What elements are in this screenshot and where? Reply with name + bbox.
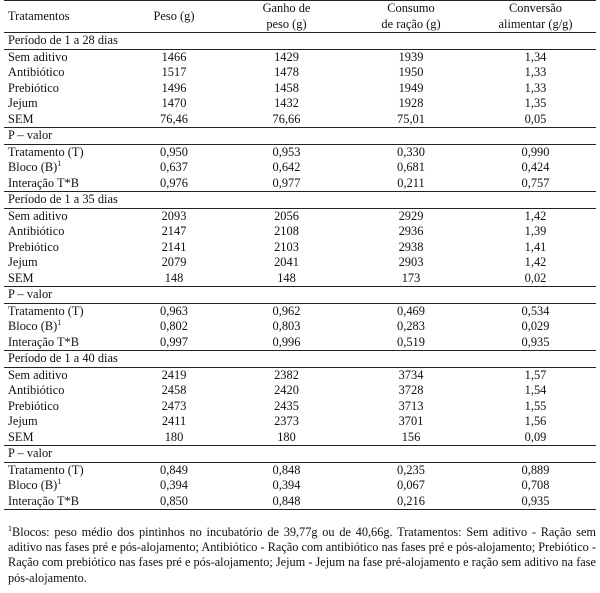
- feed-intake-p-value: 0,519: [397, 334, 425, 349]
- table-row: [4, 414, 596, 430]
- feed-intake-p-value: 0,211: [397, 175, 425, 190]
- period-title: Período de 1 a 35 dias: [4, 192, 596, 209]
- p-value-header-row: [4, 128, 596, 145]
- feed-intake-value: 1949: [398, 80, 424, 95]
- footnote-ref: 1: [57, 159, 62, 168]
- table-row: [4, 96, 596, 112]
- treatment-label: Sem aditivo: [4, 208, 122, 224]
- table-row: [4, 399, 596, 415]
- header-feed-conversion-line1: Conversão: [509, 1, 562, 15]
- weight-p-value: 0,950: [122, 144, 222, 160]
- weight-value: 2458: [161, 383, 187, 397]
- weight-value: 2419: [122, 367, 222, 383]
- treatment-label: Jejum: [8, 96, 38, 110]
- results-table: [4, 0, 596, 510]
- effect-label-cell: [4, 462, 122, 478]
- header-feed-conversion: [471, 1, 596, 33]
- weight-value: 1470: [161, 96, 187, 110]
- header-treatments: Tratamentos: [8, 8, 70, 23]
- effect-label-cell: [4, 160, 122, 176]
- p-value-header-row: [4, 446, 596, 463]
- feed-intake-value: 3713: [398, 398, 424, 413]
- weight-value: 2093: [122, 208, 222, 224]
- weight-p-value: 0,997: [160, 334, 188, 349]
- weight-p-value: 0,850: [122, 494, 222, 510]
- weight-gain-value: 180: [277, 429, 296, 444]
- table-row: [4, 383, 596, 399]
- weight-gain-value: 1429: [222, 49, 347, 65]
- p-value-row: [4, 335, 596, 351]
- weight-gain-p-value: 0,977: [272, 175, 301, 190]
- feed-conversion-value: 1,57: [471, 367, 596, 383]
- treatment-label: SEM: [8, 111, 34, 126]
- feed-intake-value: 3701: [398, 414, 424, 428]
- feed-intake-value: 1939: [347, 49, 471, 65]
- treatment-label: Antibiótico: [8, 65, 65, 79]
- weight-p-value: 0,394: [160, 478, 188, 492]
- p-value-header-row: [4, 287, 596, 304]
- weight-value: 180: [164, 429, 184, 444]
- effect-label: Tratamento (T): [8, 144, 84, 159]
- weight-gain-value: 1458: [274, 80, 299, 95]
- weight-p-value: 0,802: [160, 319, 188, 333]
- treatment-label: SEM: [8, 270, 34, 285]
- weight-gain-value: 76,66: [272, 111, 301, 126]
- effect-label: Tratamento (T): [8, 462, 84, 477]
- feed-conversion-value: 1,39: [524, 224, 547, 238]
- footnote-ref: 1: [57, 477, 62, 486]
- footnote-text: Blocos: peso médio dos pintinhos no incubatório de 39,77g ou de 40,66g. Tratamentos: Sem aditivo - Ração sem aditivo nas fases pré e pós-alojamento; Antibiótico - Ração com antibiótico nas fases pré e pós-alojamento; Prebiótico - Ração com prebiótico nas fases pré e pós-alojamento; Jejum - Jejum na fase pré-alojamento e ração sem aditivo na fase pós-alojamento.: [8, 525, 596, 585]
- table-row: [4, 271, 596, 287]
- table-row: [4, 255, 596, 271]
- header-weight: Peso (g): [153, 8, 195, 23]
- table-row: [4, 49, 596, 65]
- feed-conversion-p-value: 0,029: [521, 319, 550, 333]
- treatment-label: Sem aditivo: [4, 367, 122, 383]
- table-header: [4, 1, 596, 33]
- weight-gain-value: 2382: [222, 367, 347, 383]
- weight-value: 2141: [161, 239, 187, 254]
- weight-p-value: 0,963: [122, 303, 222, 319]
- effect-label: Interação T*B: [8, 175, 79, 190]
- p-value-row: [4, 478, 596, 494]
- weight-value: 148: [164, 270, 184, 285]
- table-row: [4, 65, 596, 81]
- feed-conversion-value: 1,56: [524, 414, 547, 428]
- feed-conversion-p-value: 0,424: [521, 160, 550, 174]
- effect-label-cell: [4, 176, 122, 192]
- weight-gain-p-value: 0,953: [222, 144, 347, 160]
- feed-intake-value: 2938: [398, 239, 424, 254]
- feed-conversion-value: 0,05: [524, 111, 547, 126]
- header-feed-intake: [347, 1, 471, 33]
- weight-gain-p-value: 0,803: [272, 319, 301, 333]
- effect-label-cell: [4, 319, 122, 335]
- p-value-row: [4, 303, 596, 319]
- feed-intake-value: 2936: [398, 224, 424, 238]
- weight-value: 1517: [161, 65, 187, 79]
- weight-gain-p-value: 0,962: [222, 303, 347, 319]
- effect-label: Interação T*B: [8, 334, 79, 349]
- treatment-label: Antibiótico: [8, 383, 65, 397]
- feed-intake-value: 3728: [398, 383, 424, 397]
- feed-conversion-p-value: 0,708: [521, 478, 550, 492]
- weight-gain-p-value: 0,848: [222, 462, 347, 478]
- feed-intake-value: 75,01: [397, 111, 425, 126]
- header-feed-intake-line2: de ração (g): [381, 16, 441, 31]
- feed-intake-value: 3734: [347, 367, 471, 383]
- weight-gain-value: 2435: [274, 398, 299, 413]
- weight-gain-value: 2420: [274, 383, 299, 397]
- weight-gain-value: 1478: [274, 65, 299, 79]
- p-value-row: [4, 494, 596, 510]
- feed-conversion-p-value: 0,757: [521, 175, 550, 190]
- weight-value: 1466: [122, 49, 222, 65]
- treatment-label: Jejum: [8, 414, 38, 428]
- feed-intake-value: 173: [401, 270, 421, 285]
- header-weight-gain: [222, 1, 347, 33]
- table-row: [4, 240, 596, 256]
- weight-value: 2411: [161, 414, 187, 428]
- header-weight-gain-line2: peso (g): [266, 16, 307, 31]
- weight-gain-p-value: 0,394: [272, 478, 301, 492]
- weight-p-value: 0,637: [160, 160, 188, 174]
- feed-conversion-value: 1,55: [524, 398, 547, 413]
- header-feed-conversion-line2: alimentar (g/g): [498, 16, 573, 31]
- treatment-label: Prebiótico: [8, 80, 59, 95]
- effect-label: Interação T*B: [8, 493, 79, 508]
- feed-intake-p-value: 0,067: [397, 478, 425, 492]
- feed-conversion-p-value: 0,935: [471, 494, 596, 510]
- weight-value: 1496: [161, 80, 187, 95]
- effect-label: Bloco (B): [8, 160, 58, 174]
- weight-gain-p-value: 0,642: [272, 160, 301, 174]
- feed-conversion-value: 1,33: [524, 80, 547, 95]
- feed-conversion-value: 1,33: [524, 65, 547, 79]
- period-title: Período de 1 a 28 dias: [4, 33, 596, 50]
- footnote-marker: 1: [8, 524, 12, 533]
- treatment-label: Antibiótico: [8, 224, 65, 238]
- p-value-row: [4, 144, 596, 160]
- table-row: [4, 430, 596, 446]
- feed-intake-p-value: 0,469: [347, 303, 471, 319]
- treatment-label: SEM: [8, 429, 34, 444]
- treatment-label: Jejum: [8, 255, 38, 269]
- weight-gain-p-value: 0,996: [272, 334, 301, 349]
- feed-conversion-p-value: 0,889: [471, 462, 596, 478]
- footnote: [8, 525, 596, 586]
- weight-gain-value: 2108: [274, 224, 299, 238]
- treatment-label: Prebiótico: [8, 398, 59, 413]
- feed-conversion-value: 1,34: [471, 49, 596, 65]
- period-header-row: [4, 351, 596, 368]
- feed-intake-value: 2903: [398, 255, 424, 269]
- feed-intake-value: 156: [401, 429, 421, 444]
- weight-gain-value: 2373: [274, 414, 299, 428]
- effect-label-cell: [4, 494, 122, 510]
- header-weight-gain-line1: Ganho de: [262, 1, 311, 15]
- weight-gain-value: 2041: [274, 255, 299, 269]
- p-value-row: [4, 176, 596, 192]
- feed-conversion-value: 1,35: [524, 96, 547, 110]
- table-row: [4, 208, 596, 224]
- weight-value: 76,46: [160, 111, 188, 126]
- weight-p-value: 0,976: [160, 175, 188, 190]
- table-row: [4, 224, 596, 240]
- feed-conversion-p-value: 0,534: [471, 303, 596, 319]
- effect-label: Bloco (B): [8, 319, 58, 333]
- feed-conversion-value: 1,42: [471, 208, 596, 224]
- period-header-row: [4, 192, 596, 209]
- table-row: [4, 112, 596, 128]
- weight-gain-value: 1432: [274, 96, 299, 110]
- feed-intake-p-value: 0,681: [397, 160, 425, 174]
- weight-gain-value: 2056: [222, 208, 347, 224]
- p-value-title: P – valor: [4, 446, 596, 463]
- feed-intake-value: 2929: [347, 208, 471, 224]
- p-value-row: [4, 319, 596, 335]
- p-value-title: P – valor: [4, 287, 596, 304]
- effect-label-cell: [4, 303, 122, 319]
- period-title: Período de 1 a 40 dias: [4, 351, 596, 368]
- treatment-label: Prebiótico: [8, 239, 59, 254]
- p-value-title: P – valor: [4, 128, 596, 145]
- feed-intake-p-value: 0,330: [347, 144, 471, 160]
- table-row: [4, 367, 596, 383]
- effect-label: Tratamento (T): [8, 303, 84, 318]
- weight-value: 2473: [161, 398, 187, 413]
- feed-conversion-value: 1,42: [524, 255, 547, 269]
- period-header-row: [4, 33, 596, 50]
- feed-intake-p-value: 0,283: [397, 319, 425, 333]
- weight-value: 2079: [161, 255, 187, 269]
- table-row: [4, 81, 596, 97]
- feed-conversion-value: 1,41: [524, 239, 547, 254]
- effect-label-cell: [4, 144, 122, 160]
- feed-conversion-value: 0,09: [524, 429, 547, 444]
- weight-gain-p-value: 0,848: [222, 494, 347, 510]
- effect-label-cell: [4, 478, 122, 494]
- footnote-ref: 1: [57, 318, 62, 327]
- weight-value: 2147: [161, 224, 187, 238]
- feed-conversion-p-value: 0,990: [471, 144, 596, 160]
- header-feed-intake-line1: Consumo: [387, 1, 435, 15]
- feed-intake-value: 1928: [398, 96, 424, 110]
- effect-label-cell: [4, 335, 122, 351]
- feed-conversion-value: 1,54: [524, 383, 547, 397]
- feed-intake-p-value: 0,216: [347, 494, 471, 510]
- p-value-row: [4, 462, 596, 478]
- table-body: [4, 33, 596, 510]
- treatment-label: Sem aditivo: [4, 49, 122, 65]
- p-value-row: [4, 160, 596, 176]
- effect-label: Bloco (B): [8, 478, 58, 492]
- feed-conversion-p-value: 0,935: [521, 334, 550, 349]
- weight-gain-value: 2103: [274, 239, 299, 254]
- weight-p-value: 0,849: [122, 462, 222, 478]
- feed-intake-value: 1950: [398, 65, 424, 79]
- weight-gain-value: 148: [277, 270, 296, 285]
- feed-intake-p-value: 0,235: [347, 462, 471, 478]
- feed-conversion-value: 0,02: [524, 270, 547, 285]
